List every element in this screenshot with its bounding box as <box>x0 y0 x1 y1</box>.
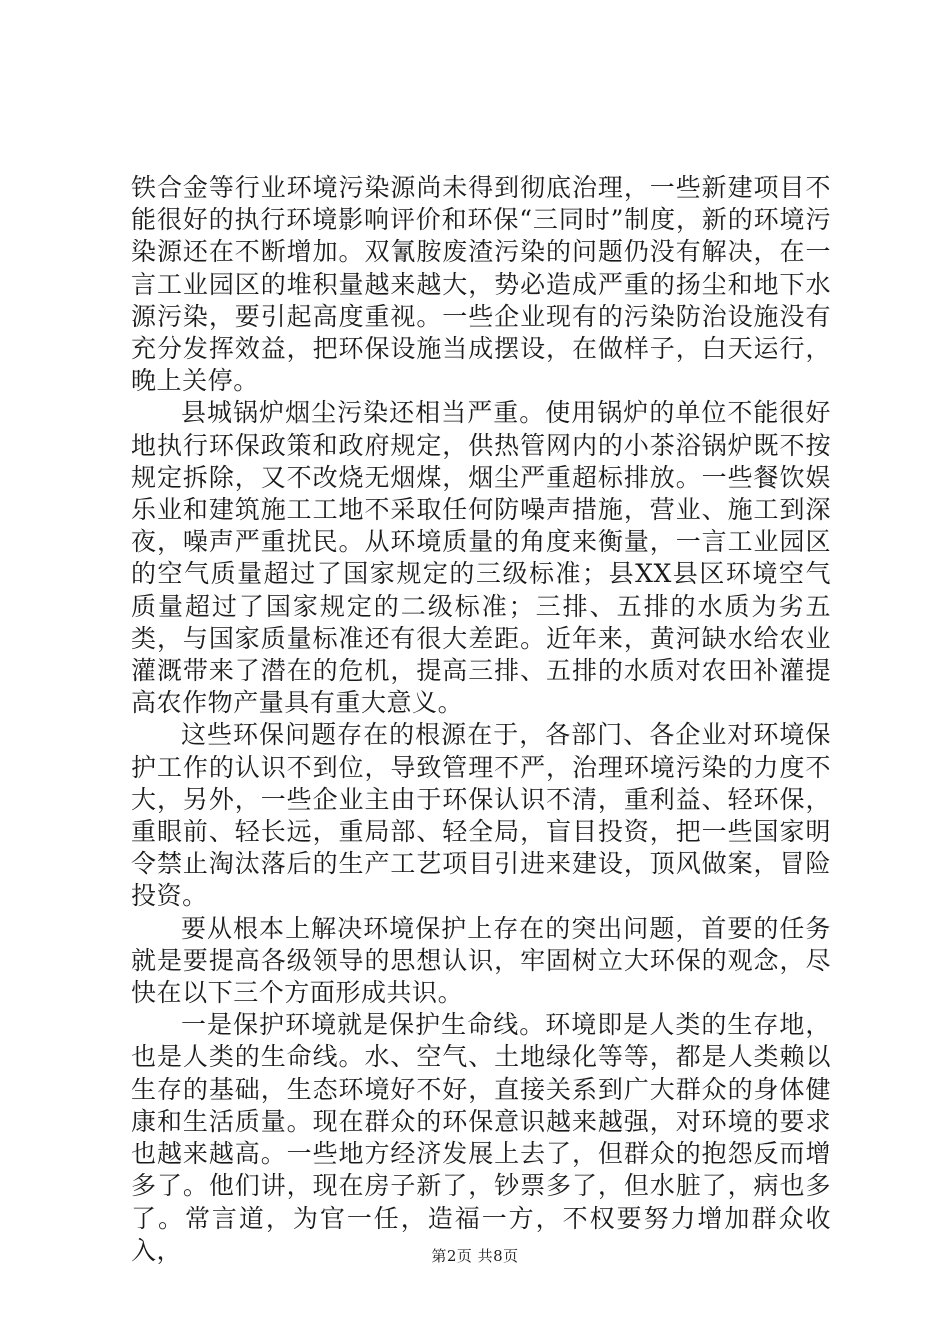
paragraph-4: 要从根本上解决环境保护上存在的突出问题，首要的任务就是要提高各级领导的思想认识，牢固树立大环保的观念，尽快在以下三个方面形成共识。 <box>131 913 831 1008</box>
paragraph-2: 县城锅炉烟尘污染还相当严重。使用锅炉的单位不能很好地执行环保政策和政府规定，供热管网内的小茶浴锅炉既不按规定拆除，又不改烧无烟煤，烟尘严重超标排放。一些餐饮娱乐业和建筑施工工地不采取任何防噪声措施，营业、施工到深夜，噪声严重扰民。从环境质量的角度来衡量，一言工业园区的空气质量超过了国家规定的三级标准；县XX县区环境空气质量超过了国家规定的二级标准；三排、五排的水质为劣五类，与国家质量标准还有很大差距。近年来，黄河缺水给农业灌溉带来了潜在的危机，提高三排、五排的水质对农田补灌提高农作物产量具有重大意义。 <box>131 398 831 718</box>
document-body <box>131 172 831 1267</box>
paragraph-3: 这些环保问题存在的根源在于，各部门、各企业对环境保护工作的认识不到位，导致管理不严，治理环境污染的力度不大，另外，一些企业主由于环保认识不清，重利益、轻环保，重眼前、轻长远，重局部、轻全局，盲目投资，把一些国家明令禁止淘汰落后的生产工艺项目引进来建设，顶风做案，冒险投资。 <box>131 720 831 911</box>
page-number-footer: 第2页 共8页 <box>431 1247 519 1265</box>
paragraph-1: 铁合金等行业环境污染源尚未得到彻底治理，一些新建项目不能很好的执行环境影响评价和环保“三同时”制度，新的环境污染源还在不断增加。双氰胺废渣污染的问题仍没有解决，在一言工业园区的堆积量越来越大，势必造成严重的扬尘和地下水源污染，要引起高度重视。一些企业现有的污染防治设施没有充分发挥效益，把环保设施当成摆设，在做样子，白天运行，晚上关停。 <box>131 173 831 396</box>
paragraph-5: 一是保护环境就是保护生命线。环境即是人类的生存地，也是人类的生命线。水、空气、土地绿化等等，都是人类赖以生存的基础，生态环境好不好，直接关系到广大群众的身体健康和生活质量。现在群众的环保意识越来越强，对环境的要求也越来越高。一些地方经济发展上去了，但群众的抱怨反而增多了。他们讲，现在房子新了，钞票多了，但水脏了，病也多了。常言道，为官一任，造福一方，不权要努力增加群众收入， <box>131 1010 831 1265</box>
